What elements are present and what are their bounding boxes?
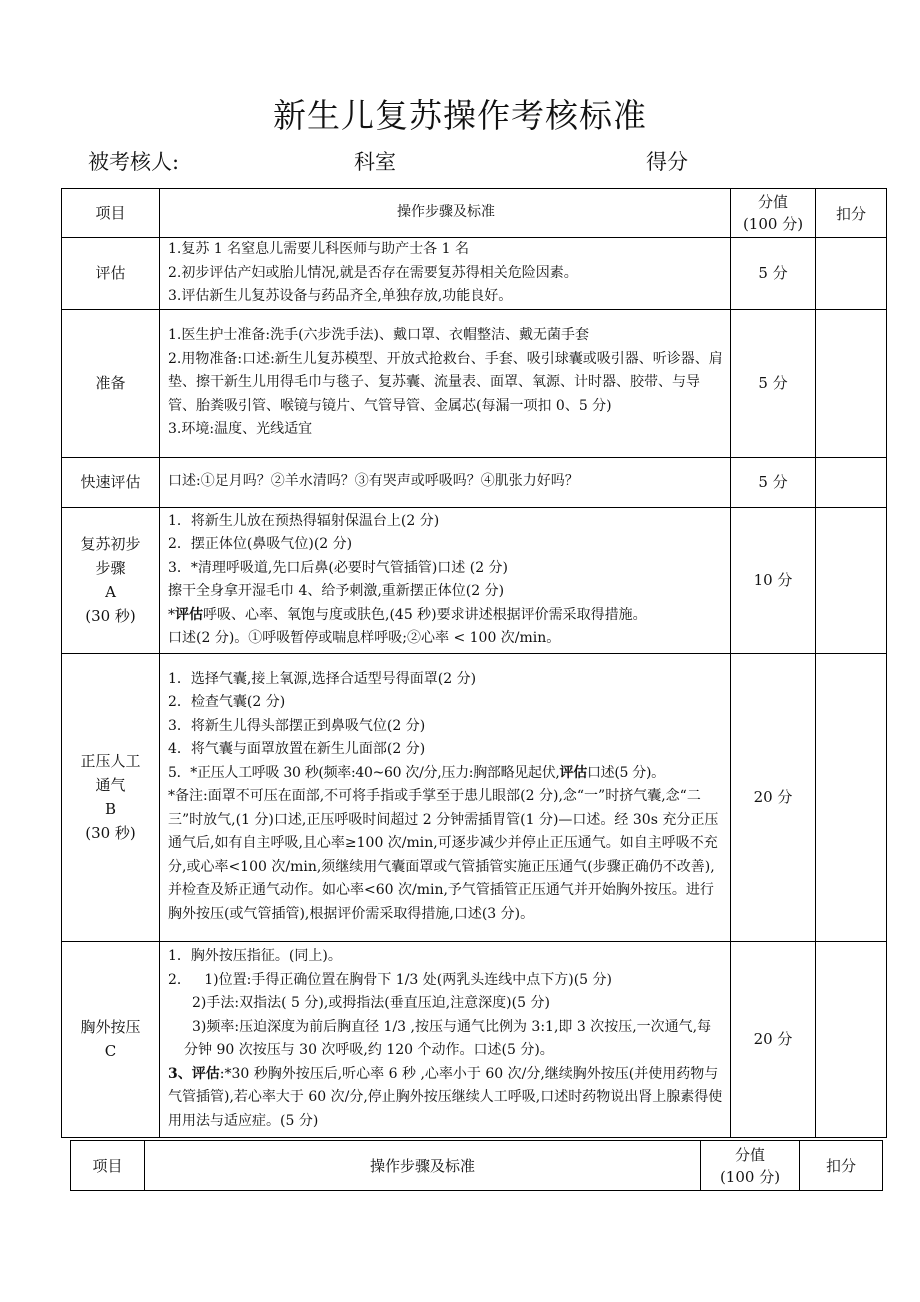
row-steps: 1．胸外按压指征。(同上)。 2． 1)位置:手得正确位置在胸骨下 1/3 处(两乳头连线中点下方)(5 分) 2)手法:双指法( 5 分),或拇指法(垂直压迫,注意深度)(5 分) 3)频率:压迫深度为前后胸直径 1/3 ,按压与通气比例为 3:1,即 3 次按压,一次通气,每分钟 90 次按压与 30 次呼吸,约 120 个动作。口述(5 分)。 3、评估:*30 秒胸外按压后,听心率 6 秒 ,心率小于 60 次/分,继续胸外按压(并使用药物与气管插管),若心率大于 60 次/分,停止胸外按压继续人工呼吸,口述时药物说出肾上腺素得使用用法与适应症。(5 分) (160, 941, 731, 1137)
score-label: 得分 (646, 150, 688, 174)
table-row-assess (62, 238, 887, 310)
department-label: 科室 (354, 150, 396, 174)
row-steps: 1．选择气囊,接上氧源,选择合适型号得面罩(2 分) 2．检查气囊(2 分) 3．将新生儿得头部摆正到鼻吸气位(2 分) 4．将气囊与面罩放置在新生儿面部(2 分) 5．*正压人工呼吸 30 秒(频率:40~60 次/分,压力:胸部略见起伏,评估口述(5 分)。 *备注:面罩不可压在面部,不可将手指或手掌至于患儿眼部(2 分),念“一”时挤气囊,念“二三”时放气,(1 分)口述,正压呼吸时间超过 2 分钟需插胃管(1 分)—口述。经 30s 充分正压通气后,如有自主呼吸,且心率≥100 次/min,可逐步减少并停止正压通气。如自主呼吸不充分,或心率<100 次/min,须继续用气囊面罩或气管插管实施正压通气(步骤正确仍不改善),并检查及矫正通气动作。如心率<60 次/min,予气管插管正压通气并开始胸外按压。进行胸外按压(或气管插管),根据评价需采取得措施,口述(3 分)。 (160, 653, 731, 941)
row-steps: 1．将新生儿放在预热得辐射保温台上(2 分) 2．摆正体位(鼻吸气位)(2 分) 3．*清理呼吸道,先口后鼻(必要时气管插管)口述 (2 分) 擦干全身拿开湿毛巾 4、给予刺激,重新摆正体位(2 分) *评估呼吸、心率、氧饱与度或肤色,(45 秒)要求讲述根据评价需采取得措施。 口述(2 分)。①呼吸暂停或喘息样呼吸;②心率 < 100 次/min。 (160, 507, 731, 653)
header-points: 分值 (100 分) (731, 189, 816, 238)
row-deduct[interactable] (816, 507, 887, 653)
table-row-prep (62, 309, 887, 457)
row-deduct[interactable] (816, 309, 887, 457)
table-header-row (71, 1141, 883, 1191)
row-name: 快速评估 (62, 457, 160, 507)
table-row-initial (62, 507, 887, 653)
table-row-ppv (62, 653, 887, 941)
row-name: 评估 (62, 238, 160, 310)
row-steps: 1.复苏 1 名窒息儿需要儿科医师与助产士各 1 名 2.初步评估产妇或胎儿情况,就是否存在需要复苏得相关危险因素。 3.评估新生儿复苏设备与药品齐全,单独存放,功能良好。 (160, 238, 731, 310)
examinee-label: 被考核人: (88, 150, 180, 174)
header-steps: 操作步骤及标准 (145, 1141, 701, 1191)
header-item: 项目 (71, 1141, 145, 1191)
row-points: 10 分 (731, 507, 816, 653)
table-row-quick (62, 457, 887, 507)
row-deduct[interactable] (816, 238, 887, 310)
row-deduct[interactable] (816, 941, 887, 1137)
row-points: 5 分 (731, 238, 816, 310)
row-points: 5 分 (731, 457, 816, 507)
document-title: 新生儿复苏操作考核标准 (273, 96, 647, 135)
row-deduct[interactable] (816, 457, 887, 507)
row-points: 5 分 (731, 309, 816, 457)
row-deduct[interactable] (816, 653, 887, 941)
header-deduct: 扣分 (816, 189, 887, 238)
row-points: 20 分 (731, 941, 816, 1137)
header-points: 分值 (100 分) (701, 1141, 800, 1191)
continuation-header-table (70, 1140, 883, 1191)
assessment-table (61, 188, 887, 1138)
table-header-row (62, 189, 887, 238)
row-name: 胸外按压 C (62, 941, 160, 1137)
header-deduct: 扣分 (800, 1141, 883, 1191)
row-steps: 口述:①足月吗？②羊水清吗？③有哭声或呼吸吗？④肌张力好吗？ (160, 457, 731, 507)
row-steps: 1.医生护士准备:洗手(六步洗手法)、戴口罩、衣帽整洁、戴无菌手套 2.用物准备:口述:新生儿复苏模型、开放式抢救台、手套、吸引球囊或吸引器、听诊器、肩垫、擦干新生儿用得毛巾与毯子、复苏囊、流量表、面罩、氧源、计时器、胶带、与导管、胎粪吸引管、喉镜与镜片、气管导管、金属芯(每漏一项扣 0、5 分) 3.环境:温度、光线适宜 (160, 309, 731, 457)
row-name: 准备 (62, 309, 160, 457)
table-row-cpr (62, 941, 887, 1137)
header-steps: 操作步骤及标准 (160, 189, 731, 238)
header-item: 项目 (62, 189, 160, 238)
row-points: 20 分 (731, 653, 816, 941)
row-name: 正压人工 通气 B (30 秒) (62, 653, 160, 941)
row-name: 复苏初步 步骤 A (30 秒) (62, 507, 160, 653)
